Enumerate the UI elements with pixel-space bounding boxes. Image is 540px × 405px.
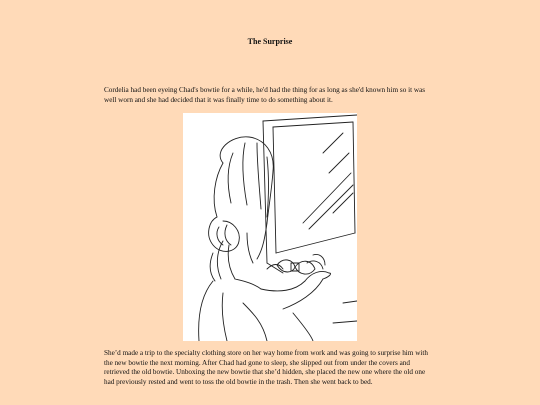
story-title: The Surprise <box>247 37 293 46</box>
story-paragraph-2: She’d made a trip to the specialty clothing store on her way home from work and was going to surprise him with the new bowtie the next morning. After Chad had gone to sleep, she slipped out from under the covers and retrieved the old bowtie. Unboxing the new bowtie that she’d hidden, she placed the new one where the old one had previously rested and went to toss the old bowtie in the trash. Then she went back to bed. <box>104 349 428 386</box>
story-paragraph-1: Cordelia had been eyeing Chad's bowtie for a while, he'd had the thing for as long as she'd known him so it was well worn and she had decided that it was finally time to do something about it. <box>104 86 426 104</box>
story-illustration <box>183 113 357 341</box>
